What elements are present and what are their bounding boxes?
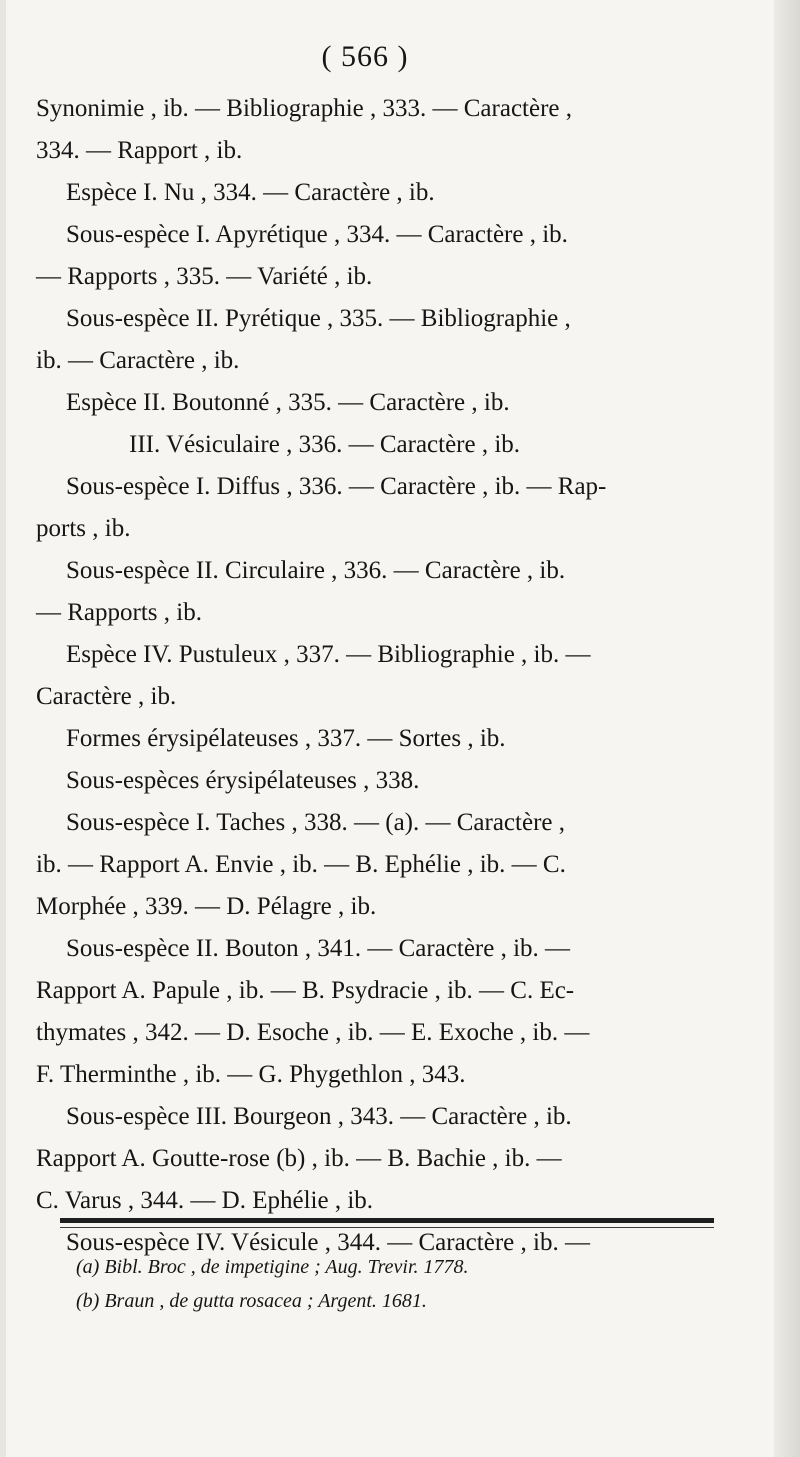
page-number: ( 566 ) bbox=[321, 40, 409, 73]
text-line: thymates , 342. — D. Esoche , ib. — E. Exoche , ib. — bbox=[36, 1019, 590, 1046]
text-line: — Rapports , 335. — Variété , ib. bbox=[36, 263, 373, 290]
text-line: Sous-espèce II. Bouton , 341. — Caractère , ib. — bbox=[66, 935, 571, 962]
text-line: ib. — Rapport A. Envie , ib. — B. Ephélie , ib. — C. bbox=[36, 851, 566, 878]
text-line: Sous-espèces érysipélateuses , 338. bbox=[66, 767, 420, 794]
text-line: Sous-espèce I. Diffus , 336. — Caractère , ib. — Rap- bbox=[66, 473, 607, 500]
text-line: Espèce IV. Pustuleux , 337. — Bibliographie , ib. — bbox=[66, 641, 591, 668]
text-line: Sous-espèce II. Circulaire , 336. — Caractère , ib. bbox=[66, 557, 566, 584]
text-line: F. Therminthe , ib. — G. Phygethlon , 343. bbox=[36, 1061, 466, 1088]
text-line: Synonimie , ib. — Bibliographie , 333. — Caractère , bbox=[36, 95, 573, 122]
text-line: Rapport A. Papule , ib. — B. Psydracie , ib. — C. Ec- bbox=[36, 977, 575, 1004]
footnote-rule-thick bbox=[60, 1218, 714, 1223]
text-line: III. Vésiculaire , 336. — Caractère , ib. bbox=[129, 431, 521, 458]
page-left-edge bbox=[0, 0, 6, 1457]
text-line: 334. — Rapport , ib. bbox=[36, 137, 243, 164]
text-line: ports , ib. bbox=[36, 515, 131, 542]
text-line: Espèce II. Boutonné , 335. — Caractère , ib. bbox=[66, 389, 510, 416]
text-line: Sous-espèce III. Bourgeon , 343. — Caractère , ib. bbox=[66, 1103, 572, 1130]
text-line: Sous-espèce IV. Vésicule , 344. — Caractère , ib. — bbox=[66, 1229, 590, 1256]
text-line: Caractère , ib. bbox=[36, 683, 177, 710]
footnote: (a) Bibl. Broc , de impetigine ; Aug. Trevir. 1778. bbox=[76, 1256, 469, 1278]
page-right-edge bbox=[774, 0, 800, 1457]
text-line: Morphée , 339. — D. Pélagre , ib. bbox=[36, 893, 377, 920]
text-line: C. Varus , 344. — D. Ephélie , ib. bbox=[36, 1187, 374, 1214]
text-line: Sous-espèce II. Pyrétique , 335. — Bibliographie , bbox=[66, 305, 571, 332]
index-text-block bbox=[36, 88, 716, 1264]
text-line: Sous-espèce I. Taches , 338. — (a). — Caractère , bbox=[66, 809, 565, 836]
text-line: — Rapports , ib. bbox=[36, 599, 202, 626]
text-line: Espèce I. Nu , 334. — Caractère , ib. bbox=[66, 179, 435, 206]
text-line: Formes érysipélateuses , 337. — Sortes , ib. bbox=[66, 725, 506, 752]
text-line: ib. — Caractère , ib. bbox=[36, 347, 240, 374]
footnotes-block bbox=[76, 1250, 716, 1318]
footnote-rule-thin bbox=[60, 1227, 714, 1228]
text-line: Sous-espèce I. Apyrétique , 334. — Caractère , ib. bbox=[66, 221, 568, 248]
text-line: Rapport A. Goutte-rose (b) , ib. — B. Bachie , ib. — bbox=[36, 1145, 562, 1172]
footnote: (b) Braun , de gutta rosacea ; Argent. 1681. bbox=[76, 1290, 427, 1312]
